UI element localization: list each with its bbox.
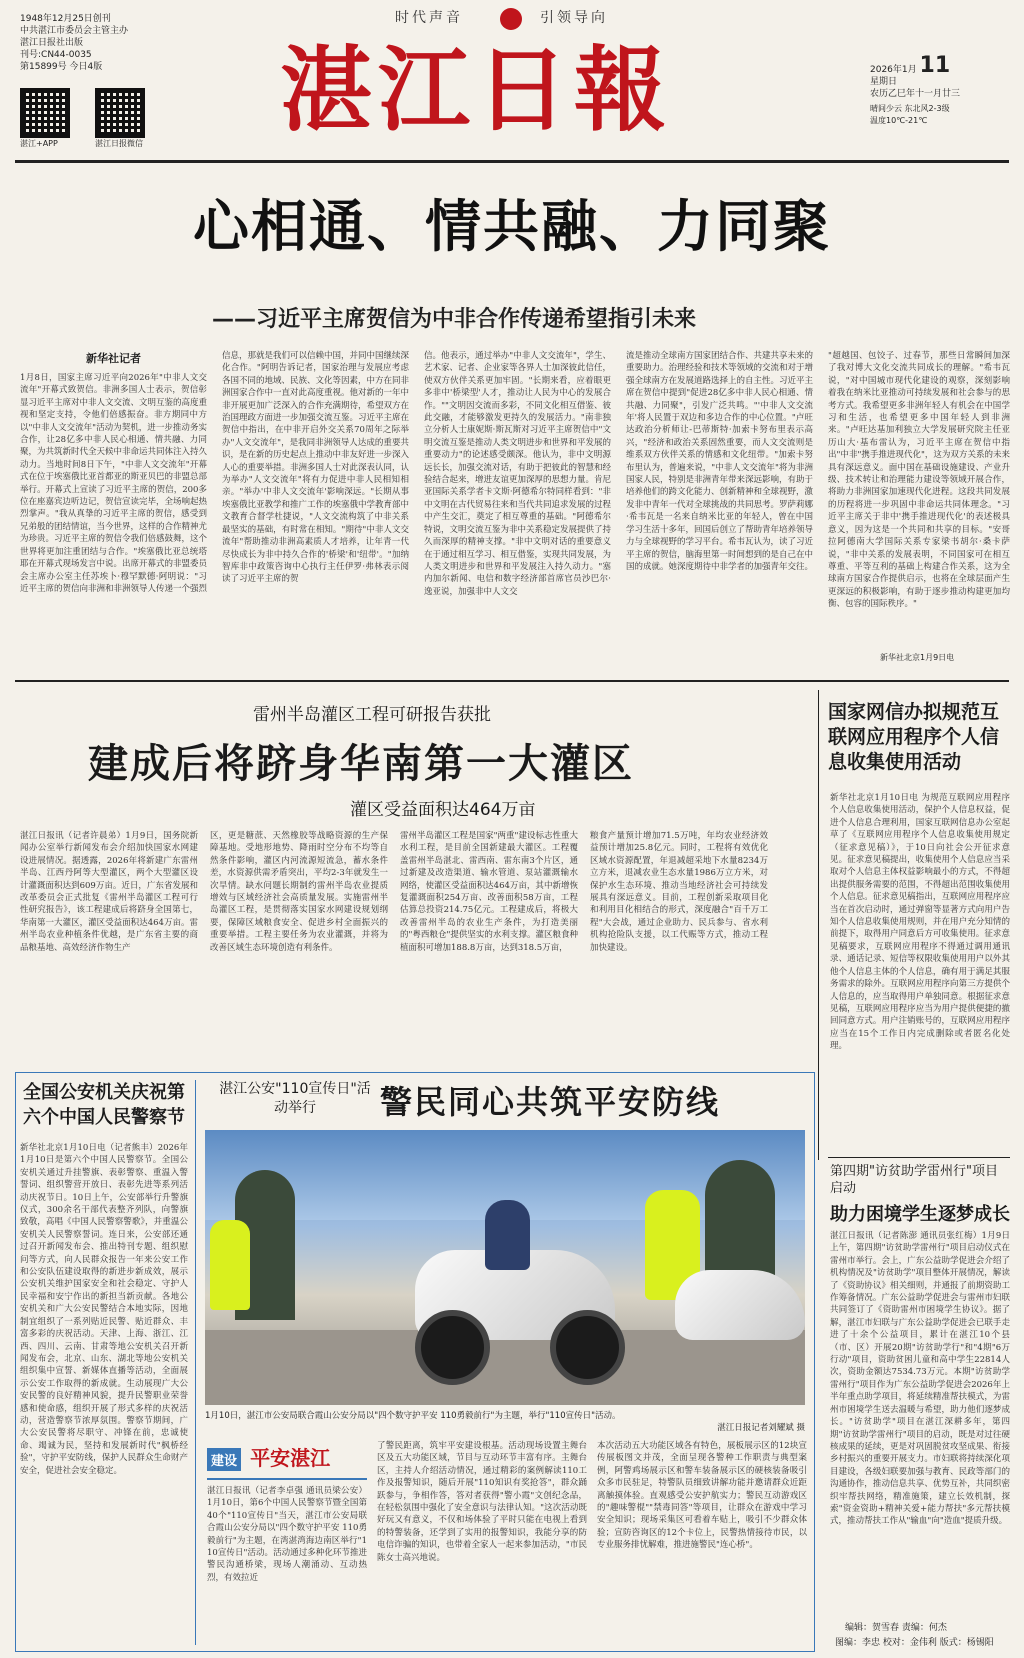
lead-text-1: 1月8日，国家主席习近平向2026年"中非人文交流年"开幕式致贺信。非洲多国人士表示，贺信彰显习近平主席对中非人文交流、文明互鉴的高度重视和坚定支持，令他们倍感振奋。非方期同中方以"中非人文交流年"活动为契机，进一步推动务实合作，让28亿多中非人民心相通、情共融、力同聚，为共筑新时代全天候中非命运共同体注入持久动力。当地时间8日下午，"中非人文交流年"开幕式在位于埃塞俄比亚首都亚的斯亚贝巴的非盟总部举行。开幕式上宣读了习近平主席的贺信，200多位在座嘉宾边听边记，贺信宣读完毕，全场响起热烈掌声。"我从真挚的习近平主席的贺信，感受到兄弟般的团结情谊，当今世界，这样的合作精神尤为珍贵。习近平主席的贺信令我们倍感鼓舞，这个世界将更加注重团结与合作。"埃塞俄比亚总统塔耶在开幕式现场发言中说。出席开幕式的非盟委员会主席办公室主任苏埃卜·穆罕默德·阿明说："习近平主席的贺信向非洲和非洲领导人传递一个强烈 xyxy=(20,373,207,594)
qr-code-wechat[interactable] xyxy=(95,88,145,150)
issue: 第15899号 今日4版 xyxy=(20,62,103,72)
police-story-col-1: 湛江日报讯（记者李卓强 通讯员梁公安）1月10日，第6个中国人民警察节暨全国第40个"110宣传日"当天，湛江市公安局联合霞山公安分局以"四个数守护平安 110勇毅前行"为主题，在湾湛湾海边南区举行"110宣传日"活动。活动通过多种化环节推进警民沟通桥梁，现场人潮涌动、互动热烈，有效拉近 xyxy=(207,1486,367,1583)
column-tag-2: 平安湛江 xyxy=(250,1446,331,1470)
caption-text: 1月10日，湛江市公安局联合霞山公安分局以"四个数守护平安 110勇毅前行"为主题，举行"110宣传日"活动。 xyxy=(205,1411,621,1421)
police-kicker: 湛江公安"110宣传日"活动举行 xyxy=(219,1081,371,1116)
student-headline: 助力困境学生逐梦成长 xyxy=(830,1204,1010,1225)
police-photo xyxy=(205,1130,805,1405)
lunar: 农历乙巳年十一月廿三 xyxy=(870,89,961,99)
ground xyxy=(205,1330,805,1405)
header-divider xyxy=(15,160,1009,163)
lead-column-3: 信。他表示，通过举办"中非人文交流年"，学生、艺术家、记者、企业家等各界人士加深彼此信任，使双方伙伴关系更加牢固。"长期来看，应着眼更多非中'桥梁型'人才，推动让人民为中心的发展合作。""文明因交流而多彩，不同文化相互借鉴、彼此交融，才能够激发更持久的发展活力。"南非独立分析人士康妮斯·斯瓦斯对习近平主席贺信中"文明交流互鉴是推动人类文明进步和世界和平发展的重要动力"的论述感受颇深。他认为，非中文明源远长长，加强交流对话，有助于把彼此的智慧和经验结合起来，增进友谊更加深厚的思想力量。肯尼亚国际关系学者卡文斯·阿德希尔特同样看到："非中文明在古代贸易往来和当代共同追求发展的过程中产生交汇，奠定了相互尊重的基础。"阿德希尔特说，文明交流互鉴为非中关系稳定发展提供了持久而深厚的精神支撑。"非中文明对话的重要意义在于通过相互学习、相互借鉴，实现共同发展，为人类文明进步和世界和平发展注入持久动力。"塞内加尔新闻、电信和数字经济部首席官员沙巴尔·逸亚说，加强非中人文交 xyxy=(424,351,611,597)
date-block xyxy=(870,53,1010,127)
photo-caption xyxy=(205,1410,805,1434)
police-box-body: 新华社北京1月10日电（记者熊丰）2026年1月10日是第六个中国人民警察节。全国公安机关通过升挂警旗、表彰警察、重温入警誓词、组织警营开放日、表彰先进等系列活动庆祝节日。10日上午，公安部举行升警旗仪式，300余名干部代表整齐列队，向警旗致敬，高唱《中国人民警察警歌》，并重温公安机关人民警察誓词。连日来，公安部还通过召开新闻发布会、推出特刊专题、组织慰问等方式，向人民群众报告一年来公安工作和公安队伍建设取得的新进步新成效，展示公安机关维护国家安全和社会稳定、守护人民幸福和安宁作出的新担当新贡献。各地公安机关和广大公安民警结合本地实际，因地制宜组织了一系列贴近民警、贴近群众、丰富多彩的庆祝活动。天津、上海、浙江、江西、四川、云南、甘肃等地公安机关召开新闻发布会，北京、山东、湖北等地公安机关组织集中宣誓、新媒体直播等活动，全面展示公安工作取得的新成就。生动展现广大公安民警的良好精神风貌，提升民警职业荣誉感和使命感，组织开展了形式多样的庆祝活动，营造警察节浓厚氛围。警察节期间，广大公安民警将尽职守、冲锋在前，忠诚使命、竭诚为民，坚持和发展新时代"枫桥经验"，守护平安防线，保护人民群众生命财产安全，促进社会安全稳定。 xyxy=(20,1143,188,1476)
masthead: 湛江日報 xyxy=(280,36,673,144)
irrigation-subhead: 灌区受益面积达464万亩 xyxy=(350,800,536,820)
date-day: 11 xyxy=(919,53,951,78)
column-tag-1: 建设 xyxy=(207,1448,241,1471)
slogan-left: 时代声音 xyxy=(395,10,463,26)
qr2-label: 湛江日报微信 xyxy=(95,139,143,148)
weekday: 星期日 xyxy=(870,77,898,87)
irrigation-column-3: 雷州半岛灌区工程是国家"两重"建设标志性重大水利工程，是目前全国新建最大灌区。工程覆盖雷州半岛湛北、雷西南、雷东南3个片区，通过新建及改造渠道、输水管道、泵站灌溉输水网络，使灌区受益面积达464万亩，其中新增恢复灌溉面积254万亩、改善面积58万亩，工程估算总投资214.75亿元。工程建成后，将极大改善雷州半岛的农业生产条件，为打造美丽的"粤西粮仓"提供坚实的水利支撑。灌区粮食种植面积可增加188.8万亩，达到318.5万亩， xyxy=(400,831,578,953)
publisher: 湛江日报社出版 xyxy=(20,38,84,48)
lead-column-5: "超越国、包饺子、过春节，那些日常瞬间加深了我对博大文化交流共同成长的理解。"希韦瓦说，"对中国城市现代化建设的观察，深刻影响着我在纳米比亚推动可持续发展和社会参与的思考方式。我希望更多非洲年轻人有机会在中国学习和生活，也希望更多中国年轻人到非洲来。"卢旺达基加利独立大学发展研究院主任亚历山大·基布雷认为，习近平主席在贺信中指出"中非"携手推进现代化"，这为双方关系的未来具有深远意义。面中国在基础设施建设、产业升级、技术转让和治理能力建设等领域开展合作，将助力非洲国家加速现代化进程。这段共同发展的历程将进一步巩固中非命运共同体理念。"习近平主席关于非中'携手推进现代化'的表述极具意义，因为这是一个共同和共享的目标。"安哥拉阿德南大学国际关系专家梁书胡尔·桑卡萨说，"非中关系的发展表明，不同国家可在相互尊重、平等互利的基础上构建合作关系，这为全球南方国家合作提供启示，也将在全球层面产生更深远的积极影响，有助于逐步推动构建更加均衡、包容的国际秩序。" xyxy=(828,351,1010,610)
issn: 刊号:CN44-0035 xyxy=(20,50,92,60)
student-body: 湛江日报讯（记者陈澎 通讯员张红梅）1月9日上午，第四期"访贫助学雷州行"项目启动仪式在雷州市举行。会上，广东公益助学促进会介绍了机构情况及"访贫助学"项目整体开展情况，解读了《资助协议》相关细则，并通报了前期资助工作筹备情况。广东公益助学促进会与雷州市妇联共同签订了《资助雷州市困境学生协议》。据了解，湛江市妇联与广东公益助学促进会已联手走进了十余个公益项目，累计在湛江10个县（市、区）开展20期"访贫助学行"和"4期"6万行动"项目，资助贫困儿童和高中学生22814人次，资助金额达7534.73万元。本期"访贫助学雷州行"项目作为广东公益助学促进会2026年上半年重点助学项目，将延续精准帮扶模式，为雷州市困境学生送去温暖与希望，助力他们逐梦成长。"访贫助学"项目在湛江深耕多年，第四期"访贫助学雷州行"项目的启动，既是对过往硬核成果的延续，更是对巩固脱贫攻坚成果、衔接乡村振兴的重要开展支力。市妇联将持续深化项目建设，各级妇联要加强与教育、民政等部门的沟通协作，推动信息共享、优势互补，共同织密织牢帮扶网络，精准施策，建立长效机制，探索"资金资助+精神关爱+能力帮扶"多元帮扶模式，推动帮扶工作从"输血"向"造血"提质升级。 xyxy=(830,1231,1010,1527)
footer: 图编：李忠 校对：金伟利 版式：杨锡阳 xyxy=(835,1638,994,1648)
motorcycle-wheel xyxy=(415,1310,490,1385)
irrigation-column-1: 湛江日报讯（记者许晨弟）1月9日，国务院新闻办公室举行新闻发布会介绍加快国家水网建设进展情况。据透露，2026年将新建广东雷州半岛、江西丹阿等大型灌区，两个大型灌区设计灌溉面积达到609万亩。近日，广东省发展和改革委员会正式批复《雷州半岛灌区工程可行性研究报告》，该工程建成后将跻身全国第七，华南第一大灌区，灌区受益面积达464万亩。雷州半岛农业种植条件优越，是广东省主要的商品粮基地、高效经济作物生产 xyxy=(20,831,198,953)
weather2: 温度10℃-21℃ xyxy=(870,116,928,125)
irrigation-column-2: 区，更是糖蔗、天然橡胶等战略资源的生产保障基地。受地形地势、降雨时空分布不均等自然条件影响，灌区内河流源短流急，蓄水条件差，水资源供需矛盾突出，平均2-3年就发生一次旱情。缺水问题长期制约雷州半岛农业提质增效与区域经济社会高质量发展。实施雷州半岛灌区工程，是贯彻落实国家水网建设规划纲要，保障区域粮食安全、促进乡村全面振兴的重要举措。工程主要任务为农业灌溉，并将为改善区域生态环境创造有利条件。 xyxy=(210,831,388,953)
police-box-title: 全国公安机关庆祝第六个中国人民警察节 xyxy=(23,1082,185,1128)
lead-subheadline: ——习近平主席贺信为中非合作传递希望指引未来 xyxy=(212,307,697,332)
lead-headline: 心相通、情共融、力同聚 xyxy=(193,195,831,260)
irrigation-column-4: 粮食产量预计增加71.5万吨，年均农业经济效益预计增加25.8亿元。同时，工程将有效优化区域水资源配置，年退减超采地下水量8234万立方米，退减农业生态水量1986万立方米，对保护水生态环境、推动当地经济社会可持续发展具有深远意义。目前，工程创新采取项目化和利用目化相结合的形式，深度融合"百千万工程"大会战，通过企业助力、民兵参与、省水利机构抢险队支援，以工代赈等方式，推动工程加快建设。 xyxy=(590,831,768,953)
signature: 编辑：贺雪春 责编：何杰 xyxy=(845,1623,947,1633)
police-story-col-2: 了警民距离，筑牢平安建设根基。活动现场设置主舞台区及五大功能区域，节目与互动环节丰富有序。主舞台区，主持人介绍活动情况，通过精彩的案例解读110工作及报警知识，随后开展"110知识有奖抢答"，群众踊跃参与，争相作答，答对者获得"警小霞"文创纪念品，在轻松氛围中强化了安全意识与法律认知。"这次活动既好玩又有意义，不仅和场体验了平时只能在电视上看到的特警装备，还学到了实用的报警知识，我能分享的防电信诈骗的知识，也带着全家人一起来参加活动，"市民陈女士高兴地说。 xyxy=(377,1441,587,1563)
photo-credit: 湛江日报记者刘耀斌 摄 xyxy=(717,1423,805,1433)
sponsor: 中共湛江市委员会主管主办 xyxy=(20,26,129,36)
irrigation-headline: 建成后将跻身华南第一大灌区 xyxy=(88,741,634,787)
founded: 1948年12月25日创刊 xyxy=(20,14,111,24)
lead-body xyxy=(20,350,1010,670)
weather1: 晴间少云 东北风2-3级 xyxy=(870,104,950,113)
regulation-body: 新华社北京1月10日电 为规范互联网应用程序个人信息收集使用活动，保护个人信息权益，促进个人信息合理利用，国家互联网信息办公室起草了《互联网应用程序个人信息收集使用规定（征求意见稿）》，于10日向社会公开征求意见。征求意见稿提出，收集使用个人信息应当采取对个人信息主体权益影响最小的方式，不得超出提供服务需要的范围，不得超出范围收集使用个人信息。征求意见稿指出，互联网应用程序应当在首次启动时，通过弹窗等显著方式向用户告知个人信息收集使用规则，并在用户充分知情的前提下，取得用户同意后方可收集使用。征求意见稿要求，互联网应用程序不得通过调用通讯录、通话记录、短信等权限收集使用用户以外其他个人信息主体的个人信息，确有用于满足其服务需求的除外。互联网应用程序向第三方提供个人信息的，应当取得用户单独同意。根据征求意见稿，互联网应用程序应当为用户提供便捷的撤回同意方式。用户注销账号的，互联网应用程序应当在15个工作日内完成删除或者匿名化处理。 xyxy=(830,793,1010,1052)
qr-code-app[interactable] xyxy=(20,88,70,150)
column-rule xyxy=(818,690,819,1160)
police-headline: 警民同心共筑平安防线 xyxy=(380,1083,721,1121)
police-story-col-3: 本次活动五大功能区域各有特色，展板展示区的12块宣传展板图文并茂，全面呈现各警种工作职责与典型案例，阿警鸡场展示区和警车装备展示区的硬核装备吸引众多市民驻足，特警队员细致讲解功能并邀请群众近距离触摸体验。直观感受公安护航实力；警民互动游戏区的"趣味警棍""禁毒同答"等项目，让群众在游戏中学习安全知识；现场采集区可看着车贴上，吸引不少群众体验；宣防咨询区的12个卡位上，民警热情接待市民，以专业服务排忧解难，推进施警民"连心桥"。 xyxy=(597,1441,807,1551)
irrigation-kicker: 雷州半岛灌区工程可研报告获批 xyxy=(253,705,491,725)
header-info xyxy=(20,13,180,73)
student-kicker: 第四期"访贫助学雷州行"项目启动 xyxy=(830,1164,998,1196)
qr-code-icon xyxy=(20,88,70,138)
section-divider xyxy=(15,680,1009,682)
regulation-headline: 国家网信办拟规范互联网应用程序个人信息收集使用活动 xyxy=(828,701,1000,773)
rule xyxy=(828,1157,1010,1158)
police-motorcycle xyxy=(675,1270,805,1340)
logo-emblem-icon xyxy=(500,8,522,30)
qr1-label: 湛江+APP xyxy=(20,139,58,148)
police-rule xyxy=(195,1080,196,1645)
qr-code-icon xyxy=(95,88,145,138)
lead-column-1 xyxy=(20,350,207,667)
lead-credit: 新华社北京1月9日电 xyxy=(880,653,955,662)
child-rider xyxy=(485,1200,530,1270)
police-sidebar xyxy=(20,1080,188,1620)
slogan-right: 引领导向 xyxy=(540,10,608,26)
lead-column-4: 流是推动全球南方国家团结合作、共建共享未来的重要助力。治理经验和技术等领域的交流和对于增强全球南方在发展道路选择上的自主性。习近平主席在贺信中提到"促进28亿多中非人民心相通、情共融、力同聚"，引发广泛共鸣。"'中非人文交流年'将人民置于双边和多边合作的中心位置。"卢旺达政治分析师让-巴蒂斯特·加索卡努布里表示高兴，"经济和政治关系固然重要，而人文交流则是维系双方伙伴关系的情感和文化纽带。"加索卡努布里认为，普遍来说，"中非人文交流年"将为非洲国家人民，特别是非洲青年带来深远影响，有助于培养他们的跨文化能力、创新精神和全球视野，激发非中青年一代对全球挑战的共同思考。罗萨莉娜·希韦瓦是一名来自纳米比亚的年轻人，曾在中国学习生活十多年，回国后创立了帮助青年培养领导力与全球视野的学习平台。希韦瓦认为，读了习近平主席的贺信，脑海里第一时间想到的是自己在中国的成就。她深度期待中非学者的加强青年交往。 xyxy=(626,351,813,572)
date-line: 2026年1月 xyxy=(870,65,917,75)
police-officer xyxy=(210,1220,250,1310)
lead-byline: 新华社记者 xyxy=(86,352,141,365)
motorcycle-wheel xyxy=(550,1310,625,1385)
column-tag xyxy=(207,1442,367,1480)
lead-column-2: 信息，那就是我们可以信赖中国，并同中国继续深化合作。"阿明告诉记者，国家治理与发展应考虑各国不同的地域、民族、文化等因素，中方在同非洲国家合作中一直对此高度重视。他对新的一年中非开展更加广泛深入的合作充满期待，希望双方在治国理政方面进一步加强交流互鉴。习近平主席在贺信中指出，在中非开启外交关系70周年之际举办"人文交流年"，是我同非洲领导人达成的重要共识，是在新的历史起点上推动中非友好进一步深入人心的重要举措。非洲多国人士对此深表认同，认为举办"人文交流年"将有力促进中非人民相知相亲。"举办'中非人文交流年'影响深远。"长期从事埃塞俄比亚教学和推广工作的埃塞俄中学教育部中文教育合督学杜捷说，"人文交流构筑了中非关系最坚实的基础，有时常在相知。"期待"中非人文交流年"帮助推动非洲高素质人才培养，让年青一代尽快成长为非中持久合作的'桥梁'和'纽带'。"加纳智库非中政策咨询中心执行主任伊罗·弗林表示阅读了习近平主席的贺 xyxy=(222,351,409,585)
